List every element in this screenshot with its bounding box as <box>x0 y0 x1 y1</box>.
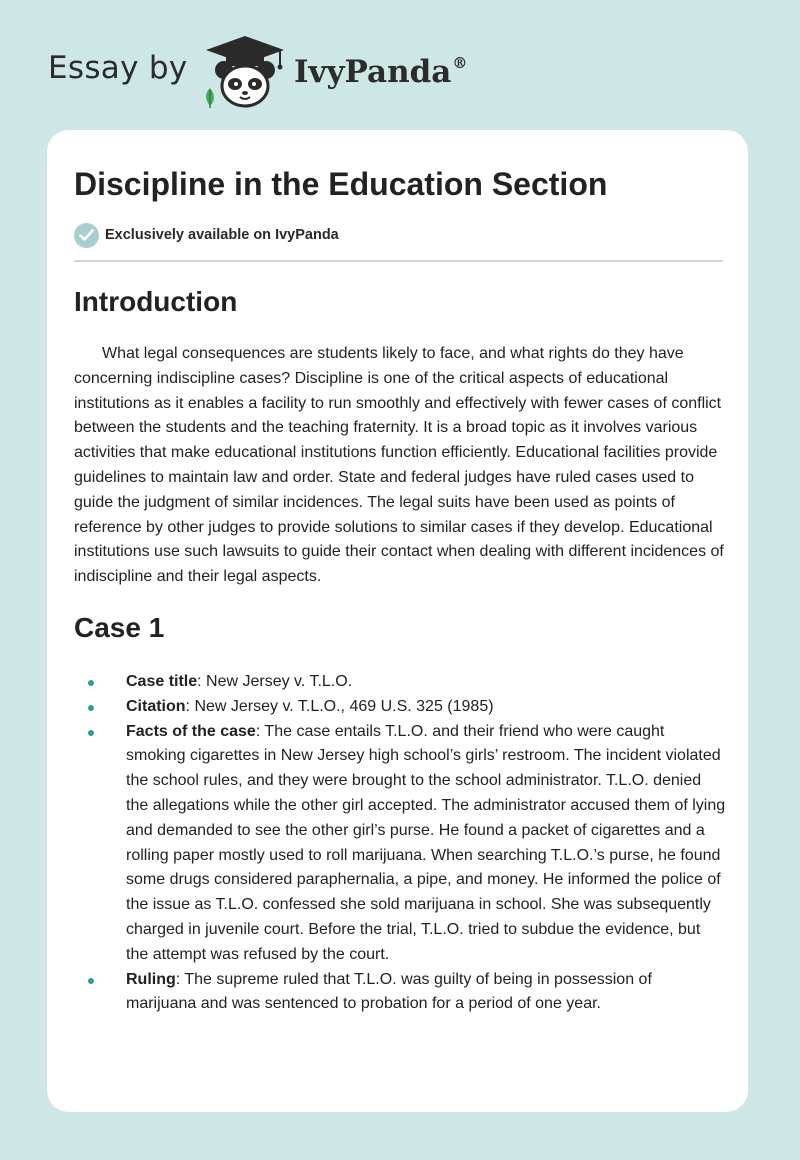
essay-card <box>47 130 748 1112</box>
site-header <box>48 34 548 110</box>
brand-name[interactable] <box>294 54 467 90</box>
list-item-term: Case title <box>126 673 198 690</box>
page-title: Discipline in the Education Section <box>74 166 608 202</box>
exclusive-label: Exclusively available on IvyPanda <box>105 227 339 243</box>
list-item-text: : New Jersey v. T.L.O. <box>197 673 353 690</box>
exclusive-badge <box>74 222 339 248</box>
introduction-paragraph: What legal consequences are students likely to face, and what rights do they have concerning indiscipline cases? Discipline is one of the critical aspects of educational institutions as it enables a facility to run smoothly and effectively with fewer cases of conflict between the students and the teaching fraternity. It is a broad topic as it involves various activities that make educational institutions function efficiently. Educational facilities provide guidelines to maintain law and order. State and federal judges have ruled cases used to guide the judgment of similar incidences. The legal suits have been used as points of reference by other judges to provide solutions to similar cases if they develop. Educational institutions use such lawsuits to guide their contact when dealing with different incidences of indiscipline and their legal aspects. <box>74 345 724 586</box>
brand-name-text: IvyPanda <box>294 54 452 90</box>
registered-mark: ® <box>452 54 468 72</box>
list-item-term: Citation <box>126 697 186 715</box>
list-item-text: : New Jersey v. T.L.O., 469 U.S. 325 (1985) <box>185 697 494 715</box>
list-item-case-title <box>74 670 726 695</box>
case1-heading: Case 1 <box>74 612 165 643</box>
bullet-dot-icon <box>88 680 94 686</box>
bullet-dot-icon <box>88 705 94 711</box>
list-item-text: : The case entails T.L.O. and their friend who were caught smoking cigarettes in New Jersey high school’s girls’ restroom. The incident violated the school rules, and they were brought to the school administrator. T.L.O. denied the allegations while the other girl accepted. The administrator accused them of lying and demanded to see the other girl’s purse. He found a packet of cigarettes and a rolling paper mostly used to roll marijuana. When searching T.L.O.’s purse, he found some drugs considered paraphernalia, a pipe, and money. He informed the police of the issue as T.L.O. confessed she sold marijuana in school. She was subsequently charged in juvenile court. Before the trial, T.L.O. tried to subdue the evidence, but the attempt was refused by the court. <box>126 722 726 963</box>
list-item-text: : The supreme ruled that T.L.O. was guilty of being in possession of marijuana and was sentenced to probation for a period of one year. <box>126 970 652 1013</box>
panda-graduate-logo-icon[interactable] <box>200 34 290 110</box>
list-item-facts <box>74 720 726 968</box>
list-item-ruling <box>74 968 726 1018</box>
list-item-citation <box>74 695 726 720</box>
list-item-term: Ruling <box>126 970 176 988</box>
divider <box>74 260 723 262</box>
introduction-heading: Introduction <box>74 286 238 317</box>
bullet-dot-icon <box>88 978 94 984</box>
essay-by-label: Essay by <box>48 50 188 86</box>
case1-list <box>74 670 726 1017</box>
check-circle-icon <box>74 223 99 248</box>
list-item-term: Facts of the case <box>126 722 256 740</box>
bullet-dot-icon <box>88 730 94 736</box>
